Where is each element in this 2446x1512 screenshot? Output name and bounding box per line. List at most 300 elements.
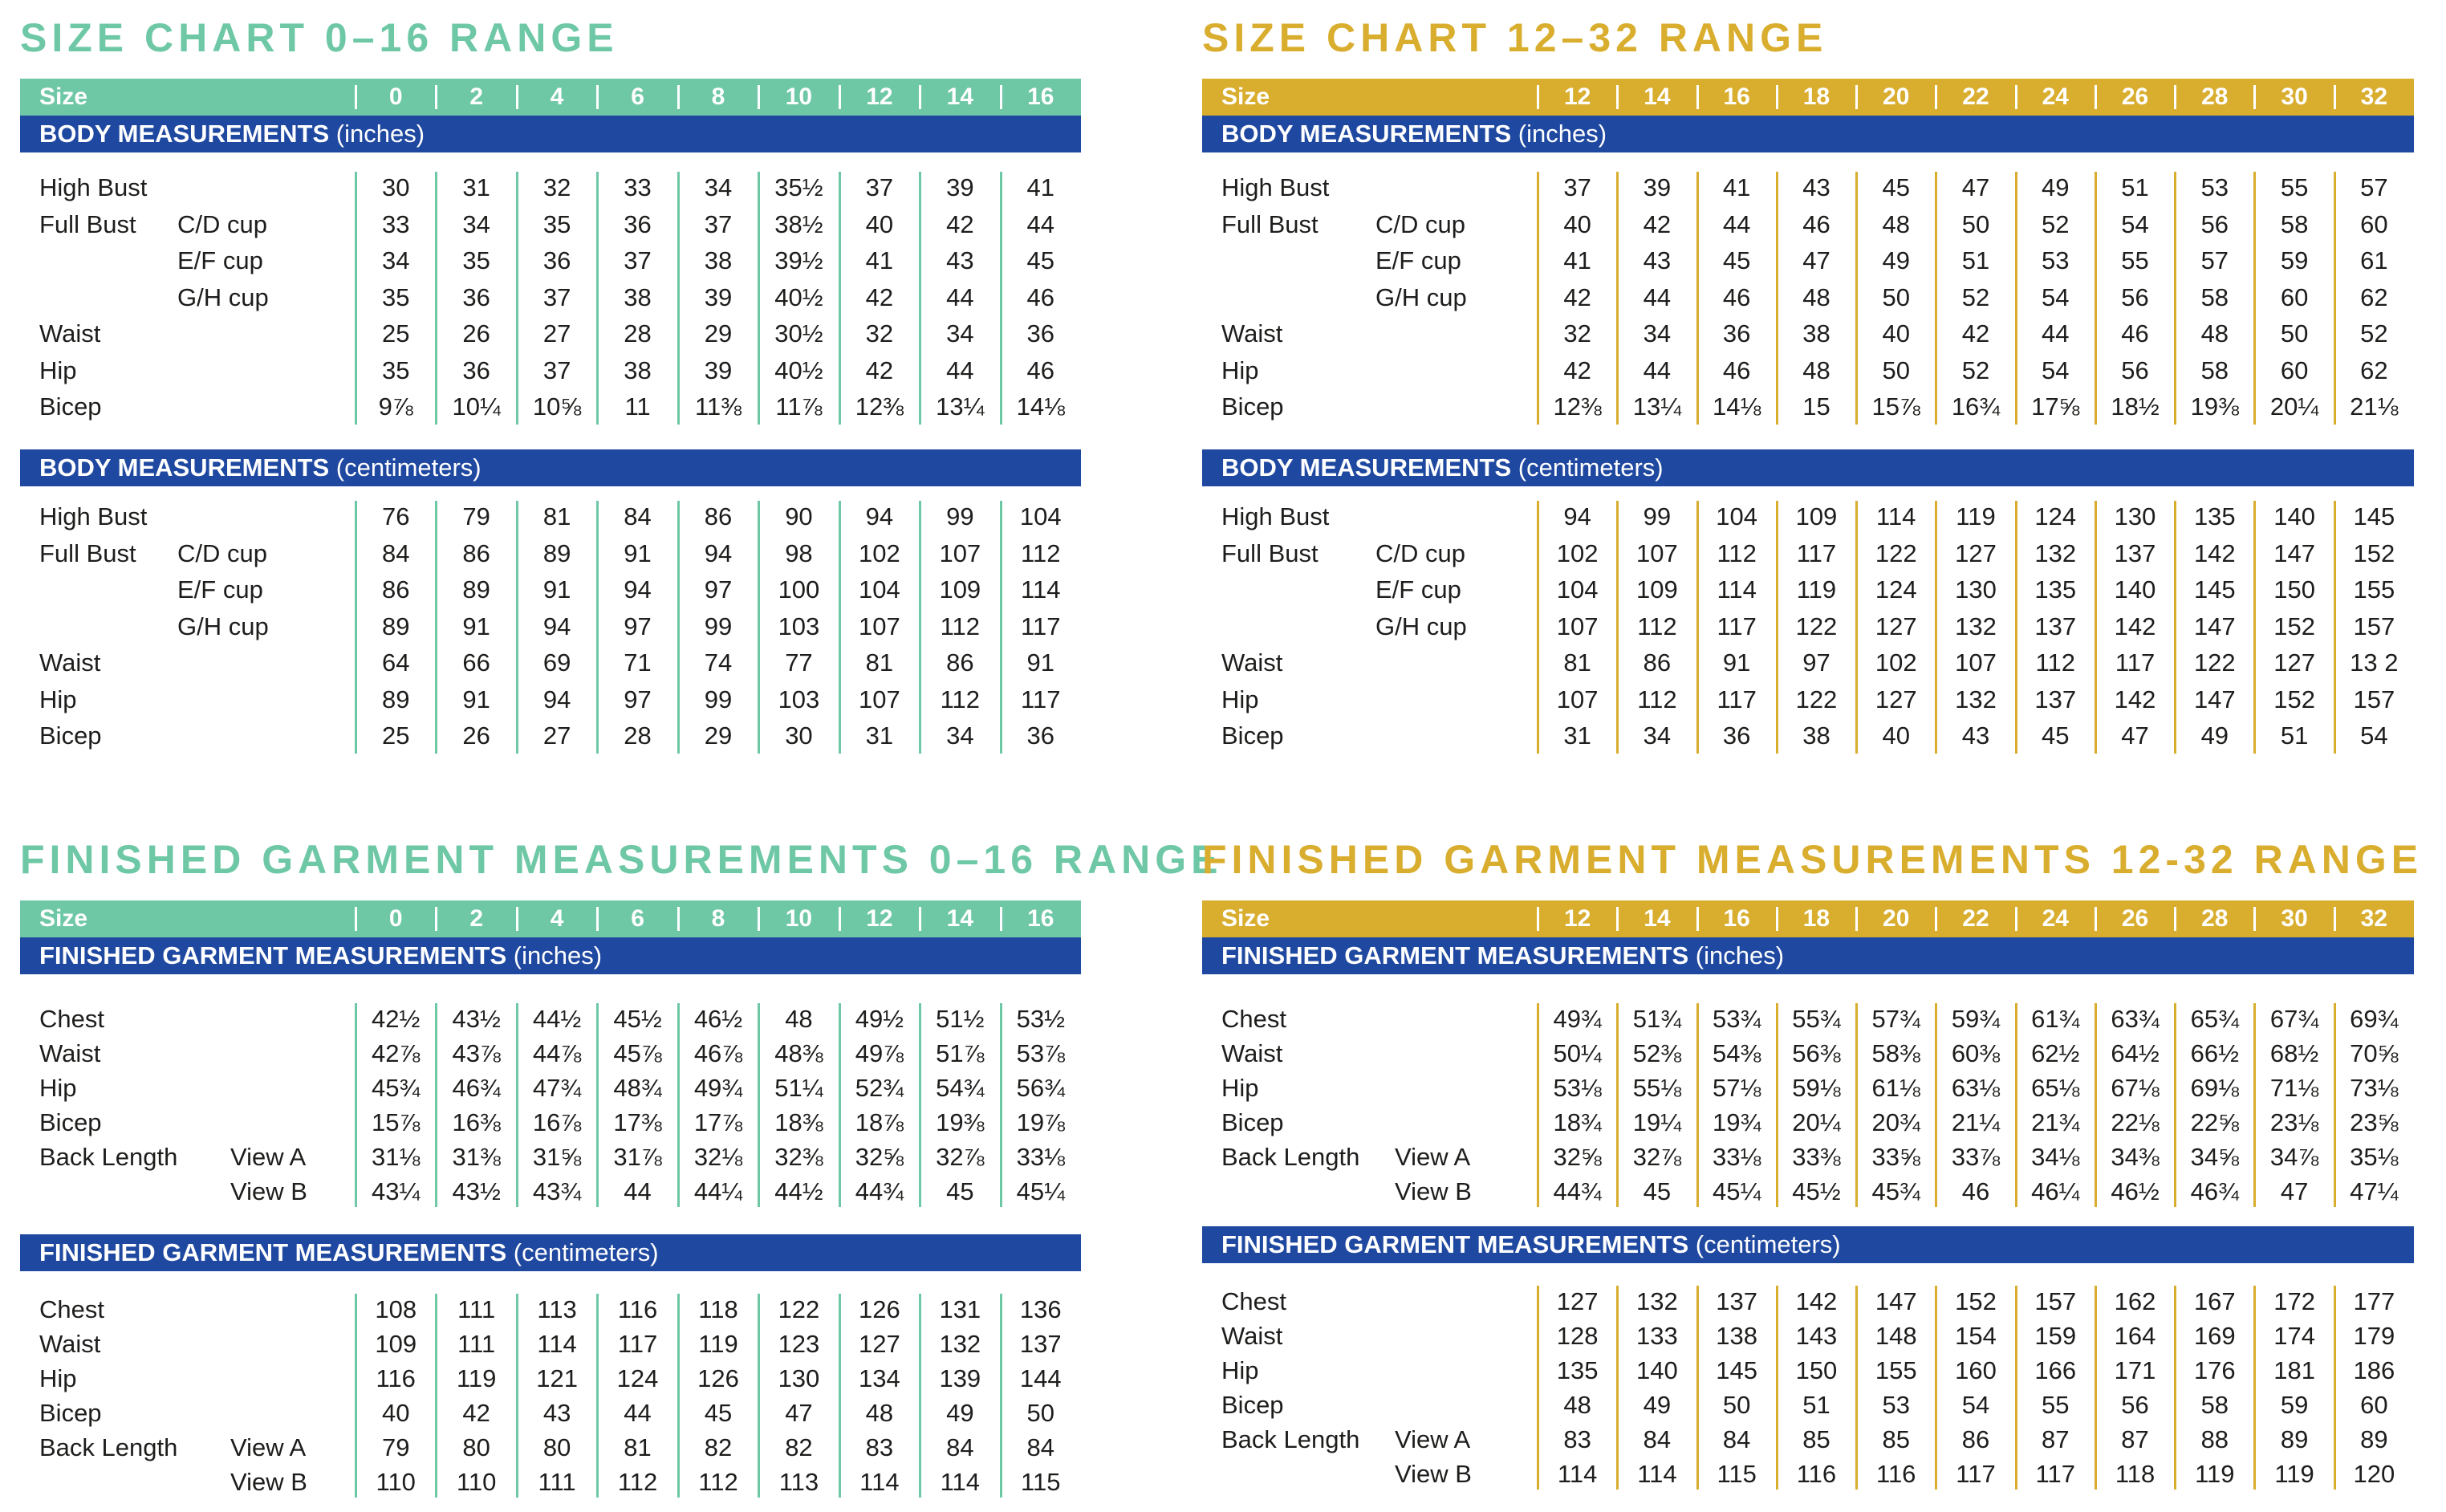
measurement-value: 34⅛: [2031, 1143, 2080, 1171]
measurement-value: 48: [1802, 282, 1830, 311]
measurement-row: [20, 280, 1081, 315]
size-column-divider: [758, 85, 760, 109]
measurement-value: 58: [2280, 209, 2309, 238]
measurement-value: 11⅞: [775, 392, 823, 421]
measurement-row: [20, 682, 1081, 717]
measurement-value: 70⅝: [2350, 1039, 2399, 1067]
measurement-value: 53⅛: [1553, 1074, 1602, 1102]
measurement-value: 111: [457, 1295, 496, 1323]
measurement-value: 142: [2114, 612, 2156, 640]
measurement-value: 99: [946, 502, 974, 530]
measurement-value: 109: [939, 575, 981, 604]
row-sublabel: C/D cup: [1375, 539, 1465, 567]
measurement-row: [1202, 1422, 2414, 1457]
measurement-value: 40: [381, 1399, 410, 1427]
measurement-value: 47: [2280, 1177, 2309, 1205]
row-label: Bicep: [39, 1399, 102, 1427]
measurement-row: [1202, 243, 2414, 278]
measurement-value: 86: [381, 575, 410, 604]
measurement-value: 19¾: [1712, 1108, 1761, 1136]
measurement-value: 162: [2114, 1287, 2156, 1315]
measurement-value: 44¼: [693, 1177, 743, 1205]
measurement-value: 186: [2353, 1356, 2395, 1384]
measurement-value: 91: [624, 539, 652, 567]
measurement-value: 19⅞: [1016, 1108, 1065, 1136]
measurement-value: 150: [1795, 1356, 1838, 1384]
measurement-value: 117: [1796, 539, 1837, 567]
measurement-value: 116: [376, 1364, 416, 1392]
measurement-value: 38½: [774, 209, 823, 238]
section-unit: (centimeters): [1695, 1230, 1841, 1258]
measurement-value: 33: [381, 209, 410, 238]
measurement-value: 31⅝: [532, 1143, 582, 1171]
measurement-value: 31: [1563, 721, 1591, 750]
measurement-value: 179: [2353, 1322, 2395, 1350]
section-unit: (inches): [335, 120, 425, 148]
measurement-value: 152: [2273, 685, 2315, 713]
measurement-value: 37: [542, 282, 571, 311]
measurement-value: 65¾: [2190, 1005, 2239, 1033]
measurement-value: 50: [1722, 1391, 1751, 1419]
measurement-value: 112: [940, 685, 981, 713]
measurement-value: 112: [617, 1468, 658, 1496]
measurement-value: 54: [2042, 356, 2070, 384]
measurement-row: [20, 353, 1081, 388]
measurement-value: 107: [859, 612, 900, 640]
row-label: Waist: [39, 1330, 101, 1358]
measurement-value: 51: [1802, 1391, 1830, 1419]
measurement-value: 44½: [774, 1177, 823, 1205]
measurement-value: 142: [2193, 539, 2236, 567]
measurement-value: 132: [939, 1330, 981, 1358]
measurement-value: 107: [1955, 648, 1997, 677]
measurement-value: 53: [2042, 246, 2070, 274]
measurement-value: 15⅞: [372, 1108, 421, 1136]
measurement-value: 26: [462, 319, 490, 348]
measurement-value: 104: [1019, 502, 1062, 530]
measurement-value: 50: [1026, 1399, 1054, 1427]
measurement-value: 79: [462, 502, 490, 530]
section-heading: FINISHED GARMENT MEASUREMENTS: [1221, 941, 1689, 969]
size-column-divider: [355, 907, 357, 931]
section-unit: (inches): [1518, 120, 1607, 148]
chart-title: SIZE CHART 12–32 RANGE: [1202, 15, 1828, 60]
measurement-value: 46¼: [2031, 1177, 2080, 1205]
size-header-cell: 28: [2201, 83, 2229, 110]
measurement-row: [1202, 1388, 2414, 1423]
measurement-value: 87: [2042, 1425, 2070, 1453]
measurement-value: 152: [2353, 539, 2395, 567]
measurement-value: 33⅝: [1871, 1143, 1920, 1171]
row-label: Chest: [39, 1005, 104, 1033]
measurement-value: 58: [2200, 282, 2229, 311]
row-label: High Bust: [1221, 502, 1330, 530]
section-unit: (centimeters): [1518, 453, 1664, 482]
row-sublabel: G/H cup: [177, 282, 269, 311]
measurement-value: 147: [2273, 539, 2315, 567]
measurement-value: 62: [2360, 356, 2388, 384]
measurement-value: 54: [1961, 1391, 1990, 1419]
measurement-value: 157: [2353, 685, 2395, 713]
measurement-value: 48: [1882, 209, 1910, 238]
measurement-value: 122: [1795, 685, 1838, 713]
size-column-divider: [2015, 85, 2017, 109]
measurement-value: 51: [2121, 173, 2149, 201]
measurement-value: 48⅜: [774, 1039, 823, 1067]
row-label: Full Bust: [1221, 539, 1318, 567]
measurement-value: 59¾: [1951, 1005, 2001, 1033]
size-header-cell: 0: [388, 83, 403, 110]
measurement-value: 167: [2193, 1287, 2236, 1315]
measurement-value: 81: [542, 502, 571, 530]
size-header-cell: 14: [1644, 83, 1671, 110]
measurement-value: 30: [785, 721, 813, 750]
measurement-value: 97: [1802, 648, 1830, 677]
measurement-value: 60: [2280, 282, 2309, 311]
measurement-value: 119: [456, 1364, 497, 1392]
measurement-value: 34: [1643, 721, 1672, 750]
measurement-value: 84: [381, 539, 410, 567]
measurement-value: 107: [1636, 539, 1678, 567]
measurement-value: 66: [462, 648, 490, 677]
size-column-divider: [435, 85, 437, 109]
measurement-value: 59: [2280, 1391, 2309, 1419]
measurement-value: 86: [1961, 1425, 1990, 1453]
measurement-row: [1202, 207, 2414, 242]
measurement-value: 157: [2034, 1287, 2077, 1315]
measurement-value: 133: [1636, 1322, 1678, 1350]
measurement-value: 50: [1882, 282, 1910, 311]
measurement-value: 60: [2280, 356, 2309, 384]
measurement-value: 118: [2115, 1460, 2155, 1488]
measurement-value: 17⅞: [693, 1108, 743, 1136]
row-label: High Bust: [39, 173, 148, 201]
measurement-value: 154: [1955, 1322, 1997, 1350]
measurement-value: 99: [704, 685, 733, 713]
measurement-value: 115: [1717, 1460, 1757, 1488]
row-sublabel: E/F cup: [1375, 575, 1461, 604]
measurement-value: 19⅜: [2190, 392, 2239, 421]
measurement-value: 46: [1026, 356, 1054, 384]
measurement-value: 44⅞: [532, 1039, 582, 1067]
measurement-value: 145: [2193, 575, 2236, 604]
measurement-value: 127: [1955, 539, 1997, 567]
size-header-cell: 22: [1962, 83, 1989, 110]
measurement-value: 66½: [2190, 1039, 2239, 1067]
measurement-value: 54: [2042, 282, 2070, 311]
measurement-value: 122: [1875, 539, 1917, 567]
measurement-row: [1202, 1284, 2414, 1319]
measurement-value: 32: [865, 319, 894, 348]
measurement-value: 35: [381, 282, 410, 311]
measurement-value: 34⅜: [2111, 1143, 2160, 1171]
measurement-value: 67⅛: [2111, 1074, 2160, 1102]
measurement-value: 121: [536, 1364, 578, 1392]
measurement-value: 32⅞: [936, 1143, 985, 1171]
measurement-value: 88: [2200, 1425, 2229, 1453]
section-heading-bar: [1202, 1226, 2414, 1263]
row-label: Back Length: [39, 1433, 178, 1461]
measurement-value: 13 2: [2350, 648, 2399, 677]
measurement-value: 21¾: [2031, 1108, 2080, 1136]
size-header-cell: 30: [2281, 83, 2308, 110]
size-header-cell: 12: [866, 83, 893, 110]
measurement-value: 42: [865, 282, 894, 311]
measurement-value: 42: [1643, 209, 1672, 238]
measurement-value: 119: [698, 1330, 738, 1358]
measurement-value: 44: [1643, 282, 1672, 311]
measurement-value: 45½: [613, 1005, 662, 1033]
measurement-value: 58: [2200, 1391, 2229, 1419]
row-sublabel: E/F cup: [177, 246, 263, 274]
measurement-value: 71: [624, 648, 652, 677]
measurement-row: [20, 1105, 1081, 1140]
measurement-value: 20¼: [1792, 1108, 1841, 1136]
measurement-value: 32⅜: [774, 1143, 823, 1171]
measurement-value: 73⅛: [2350, 1074, 2399, 1102]
measurement-value: 55: [2121, 246, 2149, 274]
chart-title: FINISHED GARMENT MEASUREMENTS 0–16 RANGE: [20, 837, 1223, 882]
measurement-value: 109: [1795, 502, 1838, 530]
measurement-value: 15: [1802, 392, 1830, 421]
measurement-value: 22⅝: [2190, 1108, 2239, 1136]
measurement-value: 16¾: [1951, 392, 2001, 421]
measurement-value: 36: [1722, 721, 1751, 750]
measurement-value: 100: [778, 575, 820, 604]
measurement-value: 18¾: [1553, 1108, 1602, 1136]
measurement-value: 40: [1563, 209, 1591, 238]
measurement-row: [1202, 718, 2414, 754]
measurement-value: 174: [2273, 1322, 2315, 1350]
measurement-value: 147: [2193, 685, 2236, 713]
measurement-value: 130: [778, 1364, 820, 1392]
measurement-value: 137: [2114, 539, 2156, 567]
size-header-cell: 32: [2360, 905, 2388, 932]
row-label: Bicep: [1221, 1391, 1284, 1419]
measurement-value: 159: [2034, 1322, 2077, 1350]
measurement-value: 59: [2280, 246, 2309, 274]
size-column-divider: [758, 907, 760, 931]
measurement-value: 63⅛: [1951, 1074, 2001, 1102]
measurement-value: 43⅞: [452, 1039, 501, 1067]
measurement-value: 79: [381, 1433, 410, 1461]
measurement-value: 114: [940, 1468, 981, 1496]
measurement-value: 137: [2034, 612, 2077, 640]
size-column-divider: [596, 907, 599, 931]
measurement-value: 37: [542, 356, 571, 384]
measurement-value: 36: [1722, 319, 1751, 348]
measurement-value: 80: [462, 1433, 490, 1461]
measurement-value: 67¾: [2269, 1005, 2319, 1033]
measurement-value: 136: [1019, 1295, 1062, 1323]
size-header-cell: 4: [550, 83, 564, 110]
measurement-value: 16⅜: [452, 1108, 501, 1136]
measurement-value: 42: [946, 209, 974, 238]
measurement-value: 45¼: [1016, 1177, 1065, 1205]
size-label: Size: [1221, 905, 1270, 932]
measurement-value: 28: [624, 721, 652, 750]
size-column-divider: [1000, 907, 1002, 931]
measurement-value: 85: [1882, 1425, 1910, 1453]
measurement-value: 43: [1961, 721, 1990, 750]
measurement-row: [1202, 645, 2414, 681]
measurement-value: 132: [1955, 685, 1997, 713]
size-column-divider: [2174, 907, 2176, 931]
measurement-value: 84: [1026, 1433, 1054, 1461]
row-label: Back Length: [1221, 1143, 1360, 1171]
measurement-value: 89: [381, 612, 410, 640]
measurement-row: [20, 572, 1081, 608]
row-sublabel: E/F cup: [1375, 246, 1461, 274]
measurement-value: 94: [542, 612, 571, 640]
measurement-value: 102: [859, 539, 900, 567]
measurement-value: 103: [778, 612, 820, 640]
measurement-value: 42: [1563, 356, 1591, 384]
measurement-value: 46: [1026, 282, 1054, 311]
row-label: Back Length: [39, 1143, 178, 1171]
measurement-row: [1202, 572, 2414, 608]
measurement-value: 33: [624, 173, 652, 201]
row-label: Full Bust: [39, 209, 136, 238]
measurement-value: 36: [624, 209, 652, 238]
row-label: Chest: [1221, 1005, 1286, 1033]
measurement-value: 85: [1802, 1425, 1830, 1453]
measurement-value: 19¼: [1632, 1108, 1682, 1136]
measurement-value: 36: [462, 356, 490, 384]
row-label: Bicep: [39, 392, 102, 421]
measurement-value: 32⅝: [1553, 1143, 1602, 1171]
measurement-value: 116: [617, 1295, 658, 1323]
row-label: Waist: [1221, 648, 1283, 677]
measurement-value: 127: [1875, 612, 1917, 640]
measurement-value: 86: [946, 648, 974, 677]
measurement-row: [20, 536, 1081, 571]
measurement-value: 107: [859, 685, 900, 713]
measurement-value: 91: [542, 575, 571, 604]
measurement-value: 112: [1021, 539, 1061, 567]
measurement-value: 49¾: [693, 1074, 743, 1102]
measurement-row: [1202, 353, 2414, 388]
measurement-value: 99: [1643, 502, 1672, 530]
size-column-divider: [2334, 85, 2336, 109]
measurement-value: 82: [785, 1433, 813, 1461]
measurement-value: 148: [1875, 1322, 1917, 1350]
measurement-value: 30½: [774, 319, 823, 348]
measurement-value: 91: [1722, 648, 1751, 677]
measurement-value: 52: [1961, 282, 1990, 311]
measurement-value: 42½: [372, 1005, 421, 1033]
measurement-value: 14⅛: [1712, 392, 1761, 421]
measurement-row: [20, 1071, 1081, 1106]
measurement-value: 35⅛: [2350, 1143, 2399, 1171]
size-label: Size: [39, 905, 88, 932]
measurement-row: [20, 170, 1081, 205]
measurement-value: 112: [698, 1468, 738, 1496]
measurement-value: 142: [2114, 685, 2156, 713]
measurement-value: 18⅞: [855, 1108, 904, 1136]
measurement-value: 44: [624, 1399, 652, 1427]
measurement-value: 54: [2121, 209, 2149, 238]
row-sublabel: G/H cup: [177, 612, 269, 640]
measurement-value: 140: [1636, 1356, 1678, 1384]
measurement-value: 117: [1717, 612, 1757, 640]
measurement-value: 81: [865, 648, 894, 677]
measurement-value: 45: [1643, 1177, 1672, 1205]
size-header-cell: 20: [1883, 905, 1910, 932]
size-column-divider: [2174, 85, 2176, 109]
measurement-value: 124: [2034, 502, 2077, 530]
measurement-value: 119: [1796, 575, 1837, 604]
measurement-value: 34⅞: [2269, 1143, 2319, 1171]
size-header-cell: 12: [1563, 905, 1591, 932]
measurement-value: 127: [1875, 685, 1917, 713]
measurement-value: 123: [778, 1330, 820, 1358]
size-column-divider: [919, 85, 921, 109]
measurement-value: 45⅞: [613, 1039, 662, 1067]
measurement-value: 34: [381, 246, 410, 274]
measurement-value: 31⅜: [452, 1143, 501, 1171]
measurement-value: 46½: [693, 1005, 743, 1033]
section-heading-bar: [1202, 449, 2414, 486]
measurement-row: [20, 1327, 1081, 1362]
measurement-value: 147: [2193, 612, 2236, 640]
measurement-value: 42: [1961, 319, 1990, 348]
measurement-value: 152: [2273, 612, 2315, 640]
measurement-value: 111: [538, 1468, 576, 1496]
size-column-divider: [516, 85, 518, 109]
row-label: High Bust: [1221, 173, 1330, 201]
measurement-value: 108: [375, 1295, 417, 1323]
section-unit: (inches): [513, 941, 603, 969]
measurement-value: 46¾: [2190, 1177, 2239, 1205]
measurement-value: 51¾: [1632, 1005, 1682, 1033]
measurement-value: 117: [2115, 648, 2155, 677]
measurement-value: 113: [778, 1468, 819, 1496]
measurement-value: 45¼: [1712, 1177, 1761, 1205]
measurement-value: 94: [865, 502, 894, 530]
measurement-value: 43¾: [532, 1177, 582, 1205]
row-label: Back Length: [1221, 1425, 1360, 1453]
measurement-value: 19⅜: [936, 1108, 985, 1136]
measurement-value: 52¾: [855, 1074, 904, 1102]
measurement-value: 13¼: [936, 392, 985, 421]
measurement-value: 114: [859, 1468, 900, 1496]
row-label: Bicep: [1221, 1108, 1284, 1136]
measurement-row: [1202, 536, 2414, 571]
measurement-value: 119: [2195, 1460, 2235, 1488]
size-header-cell: 26: [2121, 905, 2149, 932]
measurement-value: 41: [1563, 246, 1591, 274]
size-column-divider: [1537, 907, 1539, 931]
row-label: Waist: [1221, 1039, 1283, 1067]
measurement-value: 104: [859, 575, 900, 604]
measurement-row: [20, 389, 1081, 425]
measurement-value: 45: [1882, 173, 1910, 201]
measurement-value: 81: [1563, 648, 1591, 677]
size-header-cell: 10: [785, 905, 813, 932]
measurement-value: 119: [2274, 1460, 2314, 1488]
measurement-value: 104: [1716, 502, 1758, 530]
measurement-row: [20, 1430, 1081, 1465]
size-header-cell: 16: [1723, 83, 1750, 110]
measurement-value: 76: [381, 502, 410, 530]
measurement-value: 54¾: [936, 1074, 985, 1102]
size-header-cell: 24: [2042, 83, 2069, 110]
measurement-row: [20, 718, 1081, 754]
size-column-divider: [1000, 85, 1002, 109]
measurement-value: 15⅞: [1871, 392, 1920, 421]
measurement-row: [20, 1465, 1081, 1500]
